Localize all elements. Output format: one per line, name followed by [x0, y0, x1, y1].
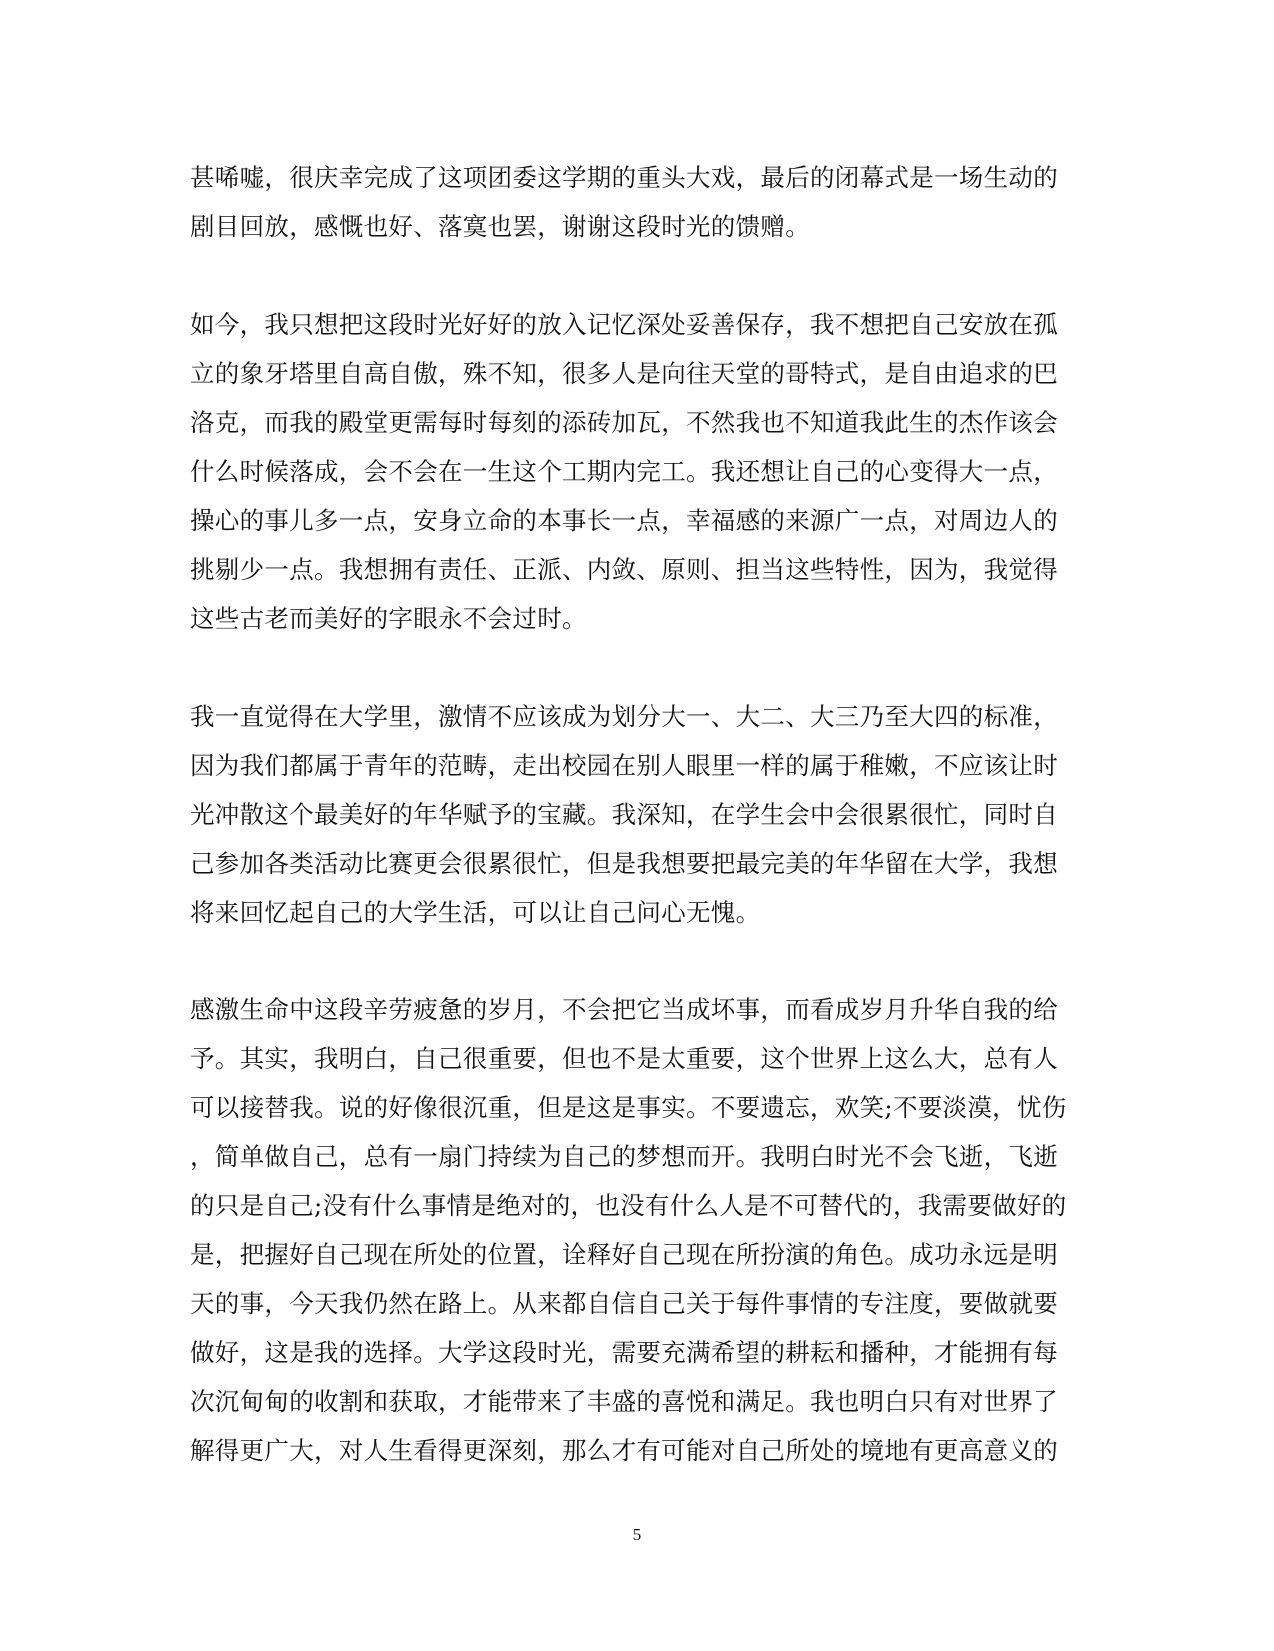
- text-line: 解得更广大，对人生看得更深刻，那么才有可能对自己所处的境地有更高意义的: [190, 1436, 1058, 1465]
- text-line: 剧目回放，感慨也好、落寞也罢，谢谢这段时光的馈赠。: [190, 212, 810, 241]
- text-line: 次沉甸甸的收割和获取，才能带来了丰盛的喜悦和满足。我也明白只有对世界了: [190, 1387, 1058, 1416]
- text-line: 可以接替我。说的好像很沉重，但是这是事实。不要遗忘，欢笑;不要淡漠，忧伤: [190, 1093, 1067, 1122]
- text-line: 挑剔少一点。我想拥有责任、正派、内敛、原则、担当这些特性，因为，我觉得: [190, 555, 1058, 584]
- text-line: ，简单做自己，总有一扇门持续为自己的梦想而开。我明白时光不会飞逝，飞逝: [190, 1142, 1058, 1171]
- text-line: 将来回忆起自己的大学生活，可以让自己问心无愧。: [190, 898, 761, 927]
- text-line: 我一直觉得在大学里，激情不应该成为划分大一、大二、大三乃至大四的标准，: [190, 702, 1058, 731]
- text-line: 洛克，而我的殿堂更需每时每刻的添砖加瓦，不然我也不知道我此生的杰作该会: [190, 408, 1058, 437]
- text-line: 因为我们都属于青年的范畴，走出校园在别人眼里一样的属于稚嫩，不应该让时: [190, 751, 1058, 780]
- paragraph-2: [190, 300, 1080, 643]
- text-line: 光冲散这个最美好的年华赋予的宝藏。我深知，在学生会中会很累很忙，同时自: [190, 800, 1058, 829]
- text-line: 甚唏嘘，很庆幸完成了这项团委这学期的重头大戏，最后的闭幕式是一场生动的: [190, 163, 1058, 192]
- text-line: 操心的事儿多一点，安身立命的本事长一点，幸福感的来源广一点，对周边人的: [190, 506, 1058, 535]
- text-line: 的只是自己;没有什么事情是绝对的，也没有什么人是不可替代的，我需要做好的: [190, 1191, 1067, 1220]
- paragraph-4: [190, 985, 1080, 1475]
- paragraph-3: [190, 692, 1080, 937]
- text-line: 做好，这是我的选择。大学这段时光，需要充满希望的耕耘和播种，才能拥有每: [190, 1338, 1058, 1367]
- text-line: 这些古老而美好的字眼永不会过时。: [190, 604, 587, 633]
- text-line: 天的事，今天我仍然在路上。从来都自信自己关于每件事情的专注度，要做就要: [190, 1289, 1058, 1318]
- text-line: 如今，我只想把这段时光好好的放入记忆深处妥善保存，我不想把自己安放在孤: [190, 310, 1058, 339]
- text-line: 是，把握好自己现在所处的位置，诠释好自己现在所扮演的角色。成功永远是明: [190, 1240, 1058, 1269]
- text-line: 感激生命中这段辛劳疲惫的岁月，不会把它当成坏事，而看成岁月升华自我的给: [190, 995, 1058, 1024]
- text-line: 己参加各类活动比赛更会很累很忙，但是我想要把最完美的年华留在大学，我想: [190, 849, 1058, 878]
- text-line: 立的象牙塔里自高自傲，殊不知，很多人是向往天堂的哥特式，是自由追求的巴: [190, 359, 1058, 388]
- text-line: 予。其实，我明白，自己很重要，但也不是太重要，这个世界上这么大，总有人: [190, 1044, 1058, 1073]
- text-line: 什么时候落成，会不会在一生这个工期内完工。我还想让自己的心变得大一点，: [190, 457, 1058, 486]
- page-number: 5: [632, 1525, 642, 1544]
- paragraph-1: [190, 153, 1080, 251]
